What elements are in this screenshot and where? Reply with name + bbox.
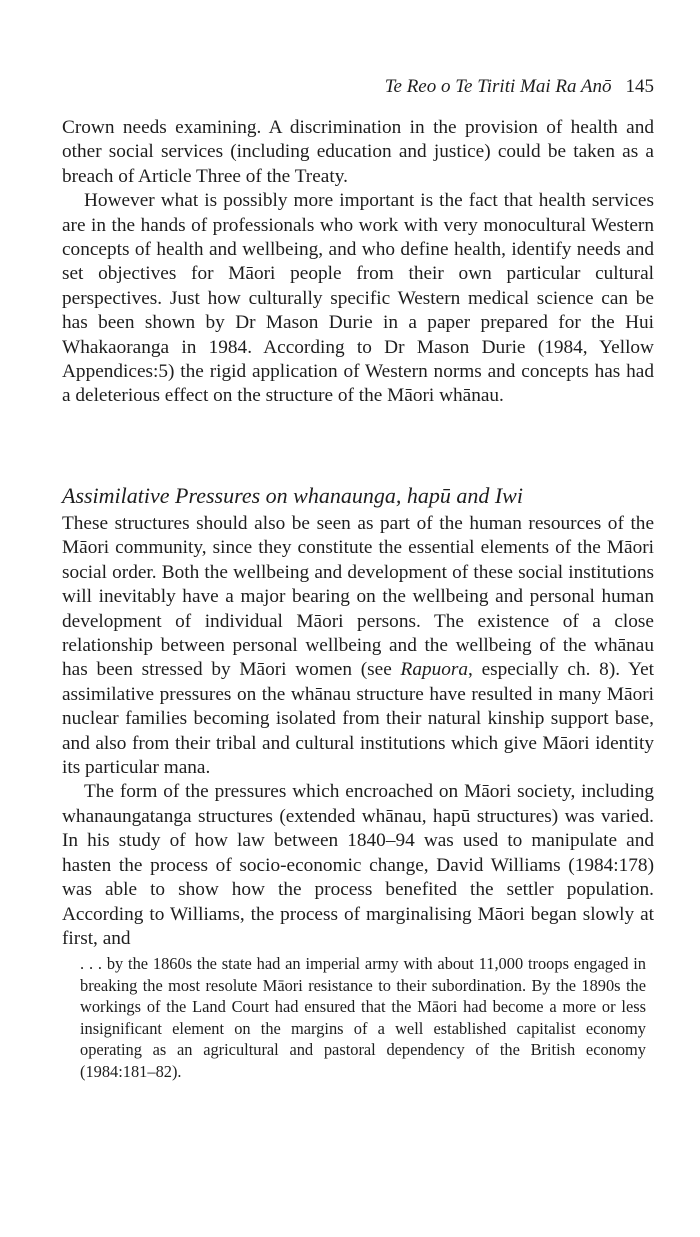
paragraph-structures [62,512,654,780]
rapuora-citation: Rapuora [400,659,469,681]
section-heading: Assimilative Pressures on whanaunga, hapū and Iwi [62,483,523,508]
paragraph-crown-needs: Crown needs examining. A discrimination in the provision of health and other social services (including education and justice) could be taken as a breach of Article Three of the Treaty. [62,117,654,187]
running-head-title: Te Reo o Te Tiriti Mai Ra Anō [384,76,612,97]
body-text-top [62,116,654,409]
paragraph-pressures: The form of the pressures which encroached on Māori society, including whanaungatanga structures (extended whānau, hapū structures) was varied. In his study of how law between 1840–94 was used to manipulate and hasten the process of socio-economic change, David Williams (1984:178) was able to show how the process benefited the settler population. According to Williams, the process of marginalising Māori began slowly at first, and [62,781,654,949]
page-number: 145 [625,76,654,97]
section-body [62,512,654,1082]
block-quote: . . . by the 1860s the state had an imperial army with about 11,000 troops engaged in breaking the most resolute Māori resistance to their subordination. By the 1890s the workings of the Land Court had ensured that the Māori had become a more or less insignificant element on the margins of a well established capitalist economy operating as an agricultural and pastoral dependency of the British economy (1984:181–82). [80,954,646,1081]
paragraph-health-services: However what is possibly more important is the fact that health services are in the hands of professionals who work with very monocultural Western concepts of health and wellbeing, and who define health, identify needs and set objectives for Māori people from their own particular cultural perspectives. Just how culturally specific Western medical science can be has been shown by Dr Mason Durie in a paper prepared for the Hui Whakaoranga in 1984. According to Dr Mason Durie (1984, Yellow Appendices:5) the rigid application of Western norms and concepts has had a deleterious effect on the structure of the Māori whānau. [62,190,654,407]
paragraph-structures-text-a: These structures should also be seen as part of the human resources of the Māori community, since they constitute the essential elements of the Māori social order. Both the wellbeing and development of these social institutions will inevitably have a major bearing on the wellbeing and personal human development of individual Māori persons. The existence of a close relationship between personal wellbeing and the wellbeing of the whānau has been stressed by Māori women (see [62,513,654,681]
paragraph-structures-text-b: , especially ch. 8). Yet assimilative pressures on the whānau structure have resulted in many Māori nuclear families becoming isolated from their natural kinship support base, and also from their tribal and cultural institutions which give Māori identity its particular mana. [62,659,654,779]
running-head [385,76,654,98]
